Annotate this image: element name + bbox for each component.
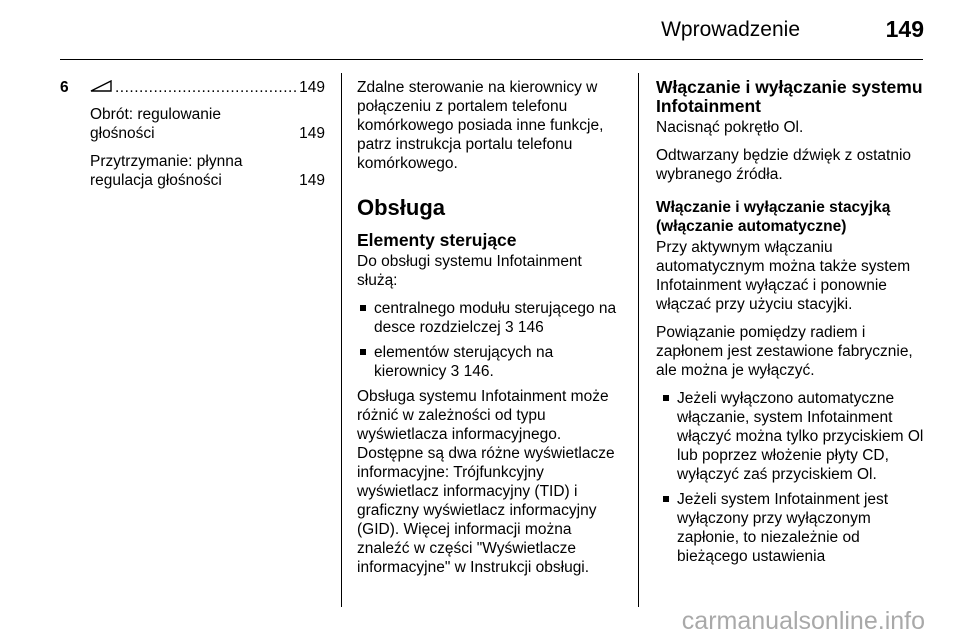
index-column xyxy=(60,78,325,199)
bullet-square-icon xyxy=(360,305,366,311)
bullet-square-icon xyxy=(663,496,669,502)
index-entry-number: 6 xyxy=(60,79,69,96)
page-ref[interactable]: 146 xyxy=(517,319,544,336)
column-divider-2 xyxy=(638,73,639,607)
page-ref-symbol: 3 xyxy=(450,363,460,380)
index-entry-mute xyxy=(60,78,325,97)
list-item-text: elementów sterujących na kierownicy xyxy=(374,344,554,380)
list-item xyxy=(357,343,623,381)
paragraph: Do obsługi systemu Infotainment służą: xyxy=(357,253,582,289)
watermark: carmanualsonline.info xyxy=(681,607,925,635)
subheading: Włączanie i wyłączanie stacyjką (włączanie automatyczne) xyxy=(656,199,891,235)
page-ref[interactable]: 146. xyxy=(463,363,494,380)
intro-paragraph: Zdalne sterowanie na kierownicy w połączeniu z portalem telefonu komórkowego posiada inne funkcje, patrz instrukcja portalu telefonu komórkowego. xyxy=(357,79,604,172)
section-heading: Obsługa xyxy=(357,195,446,220)
page-ref-symbol: 3 xyxy=(504,319,514,336)
list-item xyxy=(660,389,926,484)
subsection-heading: Włączanie i wyłączanie systemu Infotainment xyxy=(656,77,923,116)
list-item xyxy=(660,490,926,566)
text-column-3 xyxy=(656,78,926,572)
index-entry-text: Przytrzymanie: płynna xyxy=(90,153,243,170)
page-number: 149 xyxy=(885,16,924,42)
list-item xyxy=(357,299,623,337)
index-entry-text: Obrót: regulowanie xyxy=(90,106,221,123)
column-divider-1 xyxy=(341,73,342,607)
bullet-square-icon xyxy=(663,395,669,401)
index-entry-page: 149 xyxy=(299,125,325,142)
paragraph: Odtwarzany będzie dźwięk z ostatnio wybranego źródła. xyxy=(656,147,912,183)
list-item-text: Jeżeli wyłączono automatyczne włączanie, system Infotainment włączyć można tylko przyciskiem Ol lub poprzez włożenie płyty CD, wyłączyć zaś przyciskiem Ol. xyxy=(677,390,924,483)
bullet-square-icon xyxy=(360,349,366,355)
index-entry-volume xyxy=(60,105,325,143)
index-entry-page: 149 xyxy=(299,172,325,189)
index-entry-smooth-volume xyxy=(60,152,325,190)
paragraph: Nacisnąć pokrętło Ol. xyxy=(656,119,804,136)
paragraph: Obsługa systemu Infotainment może różnić w zależności od typu wyświetlacza informacyjnego. Dostępne są dwa różne wyświetlacze informacyjne: Trójfunkcyjny wyświetlacz informacyjny (TID) i graficzny wyświetlacz informacyjny (GID). Więcej informacji można znaleźć w części "Wyświetlacze informacyjne" w Instrukcji obsługi. xyxy=(357,388,615,576)
list-item-text: Jeżeli system Infotainment jest wyłączony przy wyłączonym zapłonie, to niezależnie od bieżącego ustawienia xyxy=(677,491,889,565)
page-header-title: Wprowadzenie xyxy=(661,18,800,41)
paragraph: Przy aktywnym włączaniu automatycznym można także system Infotainment wyłączać i ponownie włączać przy użyciu stacyjki. xyxy=(656,239,911,313)
index-entry-page: 149 xyxy=(299,79,325,96)
text-column-2 xyxy=(357,78,623,586)
mute-icon xyxy=(90,78,112,90)
subsection-heading: Elementy sterujące xyxy=(357,230,517,250)
dot-leader xyxy=(115,78,296,97)
index-entry-text: głośności xyxy=(90,125,155,142)
list-item-text: centralnego modułu sterującego na desce rozdzielczej xyxy=(374,300,617,336)
index-entry-text: regulacja głośności xyxy=(90,172,222,189)
header-rule xyxy=(60,59,923,60)
paragraph: Powiązanie pomiędzy radiem i zapłonem jest zestawione fabrycznie, ale można je wyłączyć. xyxy=(656,324,913,379)
